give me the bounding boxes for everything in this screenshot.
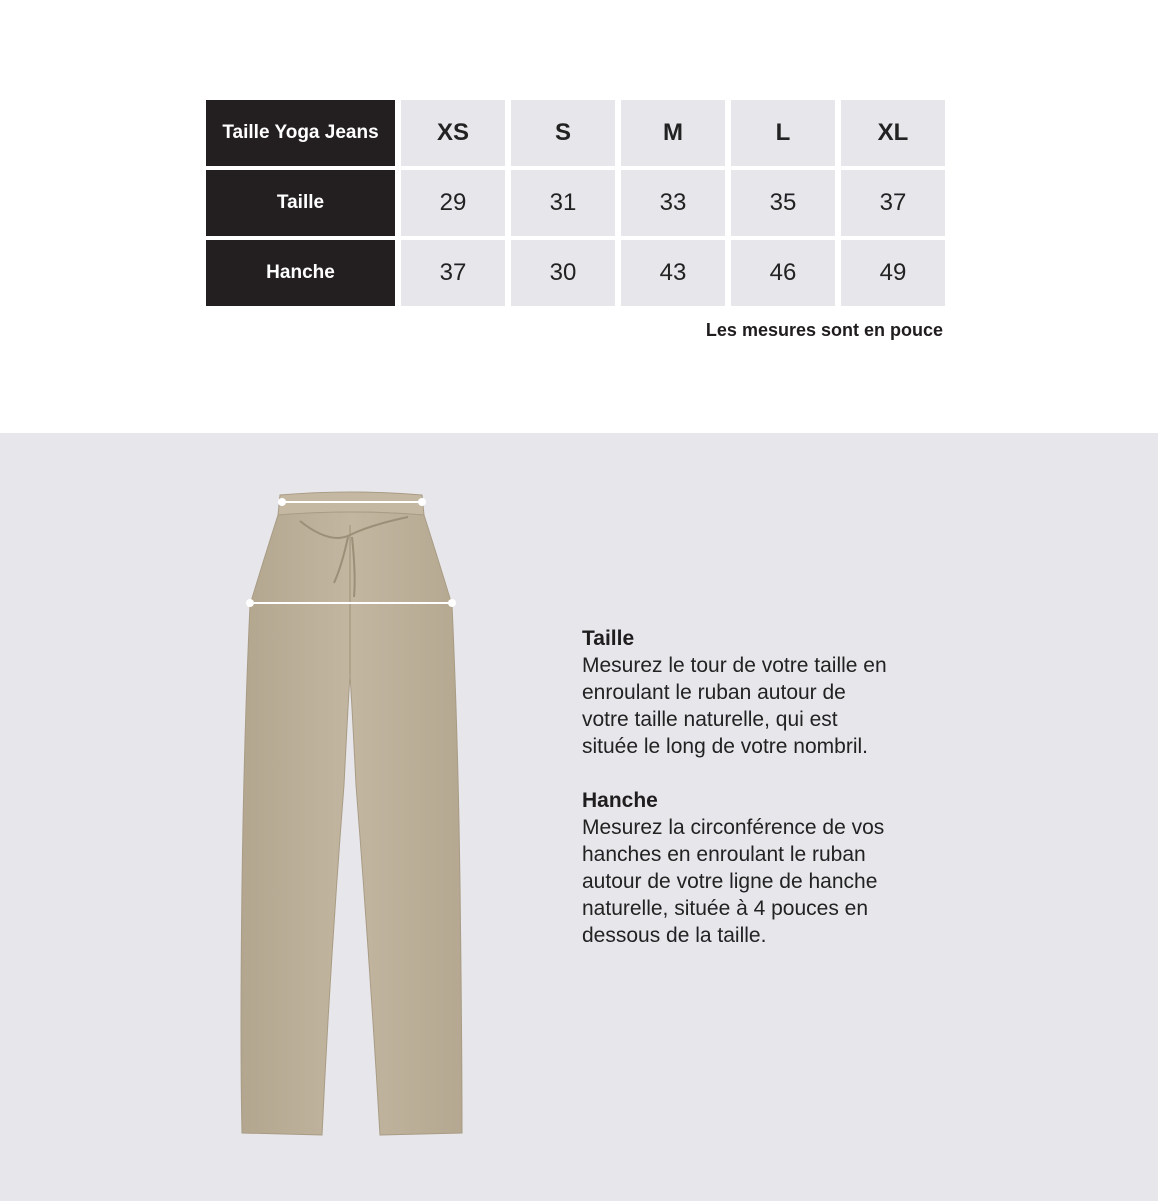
taille-line: votre taille naturelle, qui est	[582, 708, 838, 731]
taille-line: Mesurez le tour de votre taille en	[582, 654, 887, 677]
table-cell: 35	[731, 170, 835, 236]
table-row-hanche	[206, 240, 945, 306]
hanche-line: dessous de la taille.	[582, 924, 767, 947]
hanche-line: autour de votre ligne de hanche	[582, 870, 878, 893]
table-cell: 37	[401, 240, 505, 306]
taille-title: Taille	[582, 627, 635, 650]
table-cell: 33	[621, 170, 725, 236]
size-l: L	[731, 100, 835, 166]
table-row-taille	[206, 170, 945, 236]
size-xl: XL	[841, 100, 945, 166]
hanche-line: naturelle, située à 4 pouces en	[582, 897, 869, 920]
table-row-sizes	[206, 100, 945, 166]
row-label-taille: Taille	[206, 170, 395, 236]
row-label-hanche: Hanche	[206, 240, 395, 306]
size-m: M	[621, 100, 725, 166]
table-cell: 49	[841, 240, 945, 306]
hanche-line: hanches en enroulant le ruban	[582, 843, 866, 866]
measurement-guide-section	[0, 433, 1158, 1201]
size-xs: XS	[401, 100, 505, 166]
table-cell: 43	[621, 240, 725, 306]
size-s: S	[511, 100, 615, 166]
table-cell: 29	[401, 170, 505, 236]
unit-note: Les mesures sont en pouce	[705, 320, 943, 340]
table-cell: 46	[731, 240, 835, 306]
pants-illustration	[230, 485, 475, 1145]
size-table	[200, 96, 951, 310]
header-label: Taille Yoga Jeans	[206, 100, 395, 166]
table-cell: 30	[511, 240, 615, 306]
table-cell: 37	[841, 170, 945, 236]
taille-line: enroulant le ruban autour de	[582, 681, 846, 704]
table-cell: 31	[511, 170, 615, 236]
hanche-title: Hanche	[582, 789, 658, 812]
measurement-instructions	[582, 625, 942, 949]
size-chart-section	[0, 0, 1158, 433]
taille-line: située le long de votre nombril.	[582, 735, 868, 758]
hanche-line: Mesurez la circonférence de vos	[582, 816, 885, 839]
